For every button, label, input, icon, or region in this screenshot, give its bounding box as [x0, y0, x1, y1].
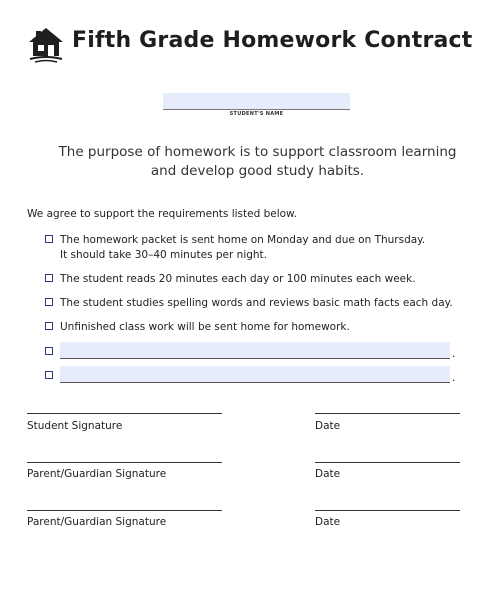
- student-name-caption: STUDENT'S NAME: [229, 111, 284, 117]
- purpose-line-2: and develop good study habits.: [150, 163, 365, 179]
- schoolhouse-icon: [27, 25, 65, 63]
- checkbox[interactable]: [45, 235, 53, 243]
- checkbox[interactable]: [45, 274, 53, 282]
- checkbox[interactable]: [45, 371, 53, 379]
- date-line[interactable]: [315, 413, 460, 414]
- date-label: Date: [315, 516, 341, 528]
- date-label: Date: [315, 468, 341, 480]
- checkbox[interactable]: [45, 347, 53, 355]
- date-label: Date: [315, 420, 341, 432]
- requirement-text: The student studies spelling words and reviews basic math facts each day.: [60, 297, 453, 309]
- custom-requirement-field[interactable]: [60, 366, 450, 383]
- date-line[interactable]: [315, 510, 460, 511]
- requirement-text-cont: It should take 30–40 minutes per night.: [60, 249, 268, 261]
- checkbox[interactable]: [45, 298, 53, 306]
- signature-line[interactable]: [27, 413, 222, 414]
- custom-requirement-field[interactable]: [60, 342, 450, 359]
- signature-line[interactable]: [27, 510, 222, 511]
- period-mark: .: [452, 372, 456, 384]
- requirement-text: Unfinished class work will be sent home for homework.: [60, 321, 350, 333]
- page-title: Fifth Grade Homework Contract: [72, 28, 473, 53]
- date-line[interactable]: [315, 462, 460, 463]
- requirement-text: The homework packet is sent home on Monday and due on Thursday.: [60, 234, 426, 246]
- purpose-statement: [40, 143, 475, 181]
- agreement-intro: We agree to support the requirements listed below.: [27, 208, 298, 220]
- student-name-field[interactable]: [163, 93, 350, 110]
- signature-label: Parent/Guardian Signature: [27, 468, 167, 480]
- checkbox[interactable]: [45, 322, 53, 330]
- signature-label: Parent/Guardian Signature: [27, 516, 167, 528]
- signature-label: Student Signature: [27, 420, 123, 432]
- period-mark: .: [452, 348, 456, 360]
- requirement-text: The student reads 20 minutes each day or 100 minutes each week.: [60, 273, 416, 285]
- purpose-line-1: The purpose of homework is to support classroom learning: [58, 144, 457, 160]
- signature-line[interactable]: [27, 462, 222, 463]
